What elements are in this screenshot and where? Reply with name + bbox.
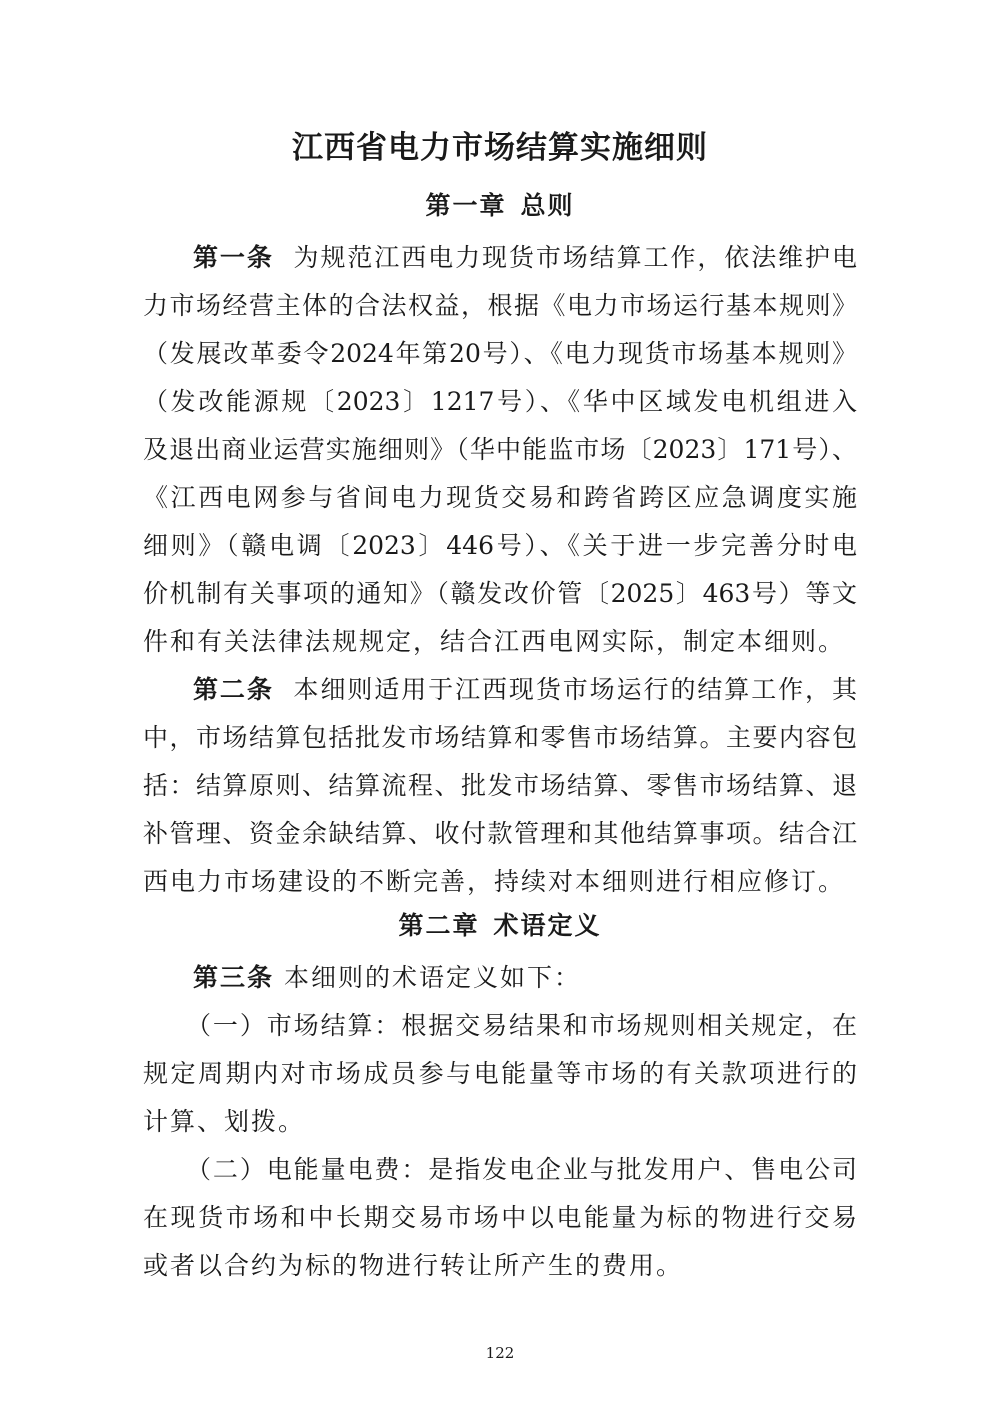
article-paragraph-line: 价机制有关事项的通知》（赣发改价管〔2025〕463号）等文 [143, 579, 857, 608]
article-paragraph-line: 西电力市场建设的不断完善，持续对本细则进行相应修订。 [143, 867, 846, 896]
article-paragraph-line: 括：结算原则、结算流程、批发市场结算、零售市场结算、退 [143, 771, 857, 800]
article-paragraph-line: 细则》（赣电调〔2023〕446号）、《关于进一步完善分时电 [143, 531, 857, 560]
term-paragraph-line: （二）电能量电费：是指发电企业与批发用户、售电公司 [186, 1155, 857, 1184]
chapter-number: 第二章 [398, 911, 480, 940]
chapter-number: 第一章 [425, 191, 507, 220]
article-label: 第二条 [193, 675, 274, 704]
article-text: 本细则适用于江西现货市场运行的结算工作，其 [293, 675, 857, 704]
article-paragraph-line: （发改能源规〔2023〕1217号）、《华中区域发电机组进入 [143, 387, 857, 416]
article-paragraph-line [193, 960, 857, 996]
article-paragraph-line: 件和有关法律法规规定，结合江西电网实际，制定本细则。 [143, 627, 846, 656]
page-number: 122 [485, 1344, 515, 1362]
article-text: 为规范江西电力现货市场结算工作，依法维护电 [293, 243, 857, 272]
chapter-name: 术语定义 [493, 911, 602, 940]
article-paragraph-line: 补管理、资金余缺结算、收付款管理和其他结算事项。结合江 [143, 819, 857, 848]
chapter-heading [0, 908, 1000, 944]
chapter-heading [0, 188, 1000, 224]
document-title: 江西省电力市场结算实施细则 [292, 130, 708, 166]
article-text: 本细则的术语定义如下： [283, 963, 581, 992]
term-paragraph-line: 或者以合约为标的物进行转让所产生的费用。 [143, 1251, 684, 1280]
article-paragraph-line: 力市场经营主体的合法权益，根据《电力市场运行基本规则》 [143, 291, 857, 320]
term-paragraph-line: 计算、划拨。 [143, 1107, 306, 1136]
term-paragraph-line: 规定周期内对市场成员参与电能量等市场的有关款项进行的 [143, 1059, 857, 1088]
chapter-name: 总则 [520, 191, 575, 220]
article-paragraph-line [193, 672, 857, 708]
article-paragraph-line: （发展改革委令2024年第20号）、《电力现货市场基本规则》 [143, 339, 857, 368]
article-label: 第一条 [193, 243, 274, 272]
article-paragraph-line: 《江西电网参与省间电力现货交易和跨省跨区应急调度实施 [143, 483, 857, 512]
article-paragraph-line: 及退出商业运营实施细则》（华中能监市场〔2023〕171号）、 [143, 435, 857, 464]
article-label: 第三条 [193, 963, 275, 992]
term-paragraph-line: （一）市场结算：根据交易结果和市场规则相关规定，在 [186, 1011, 857, 1040]
term-paragraph-line: 在现货市场和中长期交易市场中以电能量为标的物进行交易 [143, 1203, 857, 1232]
article-paragraph-line [193, 240, 857, 276]
article-paragraph-line: 中，市场结算包括批发市场结算和零售市场结算。主要内容包 [143, 723, 857, 752]
